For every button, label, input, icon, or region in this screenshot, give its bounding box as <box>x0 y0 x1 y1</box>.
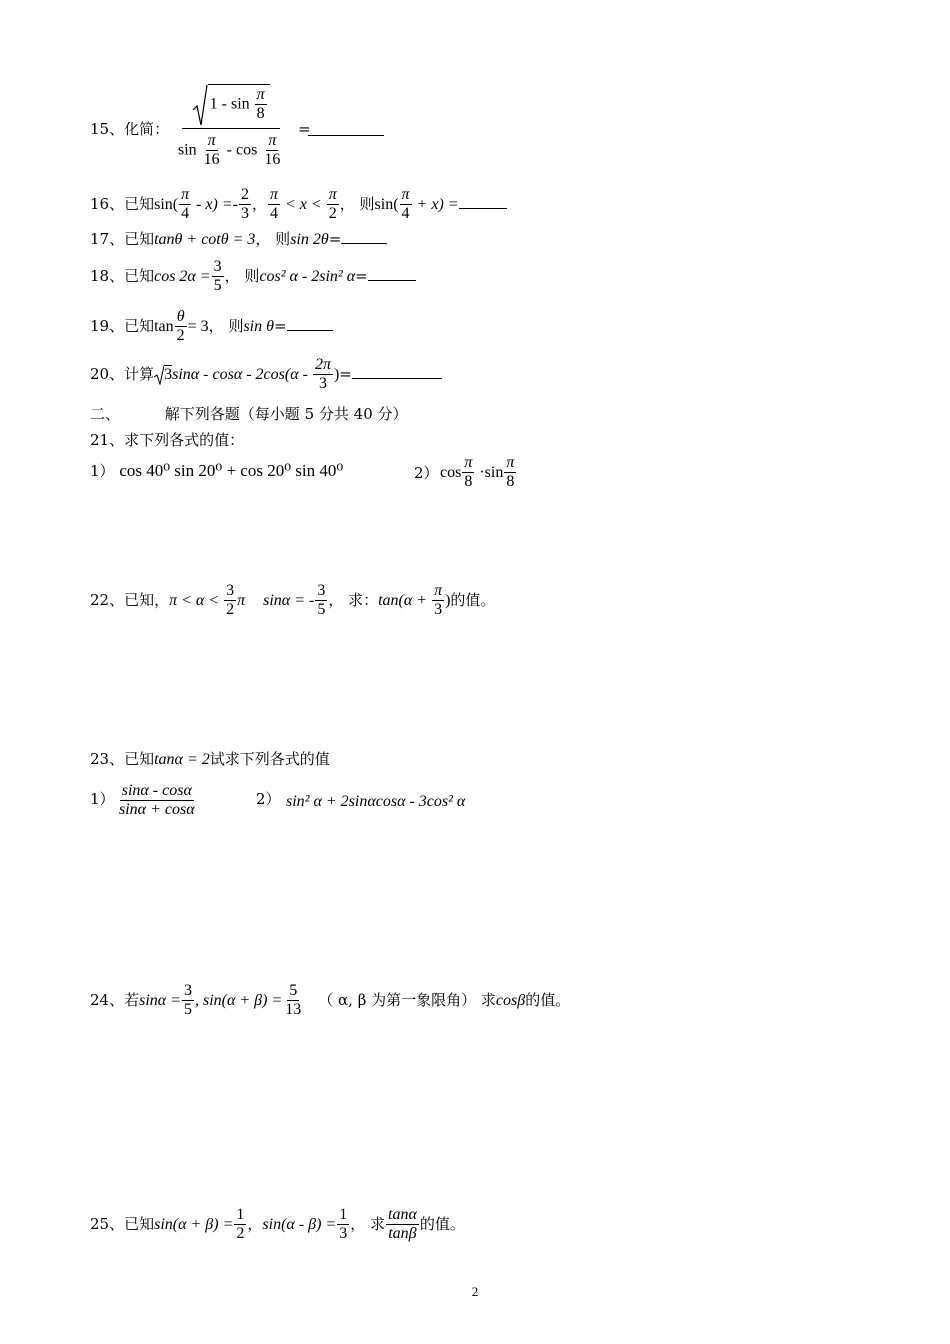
question-22: 22、已知，π < α < $\frac{3}{2}$ π sinα = - $\frac{3}{5}$ ， 求：tan(α + $\frac{\pi}{3}$ )的值。 <box>90 582 496 619</box>
question-24: 24、若sinα = $\frac{3}{5}$ , sin(α + β) = $\frac{5}{13}$ （ α, β 为第一象限角） 求cosβ的值。 <box>90 982 571 1019</box>
q15-answer-blank[interactable] <box>308 134 384 136</box>
radical-icon <box>192 84 208 126</box>
section-2-heading: 二、 解下列各题（每小题 5 分共 40 分） <box>90 405 408 423</box>
question-21-parts: 1） cos 40⁰ sin 20⁰ + cos 20⁰ sin 40⁰ 2） cos $\frac{\pi}{8}$ ·sin $\frac{\pi}{8}$ <box>90 454 515 491</box>
q18-answer-blank[interactable] <box>368 279 416 281</box>
q20-answer-blank[interactable] <box>352 377 442 379</box>
page-number: 2 <box>471 1284 479 1299</box>
q19-answer-blank[interactable] <box>287 329 333 331</box>
question-19: 19、已知tan $\frac{\theta}{2}$ = 3， 则sin θ= <box>90 308 333 346</box>
question-23: 23、已知tanα = 2试求下列各式的值 <box>90 750 330 768</box>
q15-fraction: 1 - sin $\frac{\pi}{8}$ sin $\frac{\pi}{16}$ - cos $\frac{\pi}{16}$ <box>178 86 281 169</box>
question-25: 25、已知sin(α + β) = $\frac{1}{2}$ ，sin(α - β) = $\frac{1}{3}$ ， 求 $\frac{\tan\alpha}{\tan\beta}$ 的值。 <box>90 1206 465 1243</box>
sqrt-icon <box>154 365 164 385</box>
question-18: 18、已知cos 2α = $\frac{3}{5}$ ， 则cos² α - 2sin² α= <box>90 258 416 296</box>
question-21: 21、求下列各式的值： <box>90 431 245 449</box>
question-17: 17、已知tanθ + cotθ = 3， 则sin 2θ= <box>90 232 387 248</box>
q17-answer-blank[interactable] <box>341 242 387 244</box>
question-16: 16、已知sin( $\frac{\pi}{4}$ - x) =- $\frac{2}{3}$ ， $\frac{\pi}{4}$ < x < $\frac{\pi}{2}$ ， 则sin( $\frac{\pi}{4}$ + x) = <box>90 186 507 224</box>
q15-label: 15、化简： <box>90 120 170 138</box>
question-20: 20、计算 3sinα - cosα - 2cos(α - $\frac{2\pi}{3}$ )= <box>90 356 442 394</box>
q16-answer-blank[interactable] <box>459 207 507 209</box>
q15-sqrt: 1 - sin $\frac{\pi}{8}$ <box>192 84 270 124</box>
